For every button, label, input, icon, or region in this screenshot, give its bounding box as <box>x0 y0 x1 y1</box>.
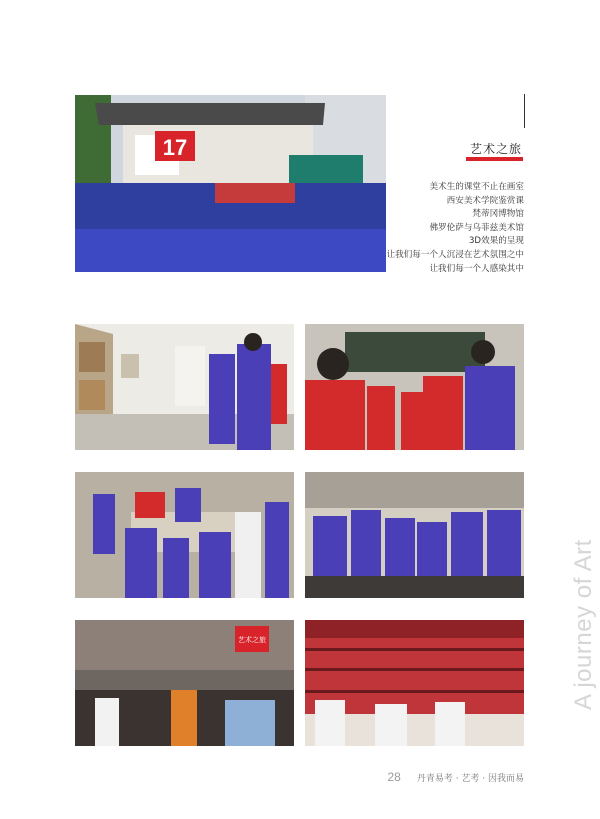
sign-board-text: 艺术之旅 <box>238 636 266 644</box>
footer <box>387 770 524 784</box>
section-title: 艺术之旅 <box>469 142 522 156</box>
page-number: 28 <box>387 770 401 784</box>
students-display-table-photo <box>75 472 294 598</box>
gallery-hall-photo <box>75 324 294 450</box>
auditorium-audience-photo <box>305 620 524 746</box>
building-sign-number: 17 <box>162 135 188 160</box>
caption-line: 让我们每一个人感染其中 <box>429 263 524 274</box>
footer-slogan: 丹青易考 · 艺考 · 因我而易 <box>416 774 524 784</box>
students-red-shirts-photo <box>305 324 524 450</box>
caption-line: 让我们每一个人沉浸在艺术氛围之中 <box>386 249 524 260</box>
group-photo-building <box>75 95 386 272</box>
caption-text <box>386 181 524 276</box>
title-underline <box>466 157 523 161</box>
section-rule <box>524 94 525 128</box>
caption-line: 美术生的课堂不止在画室 <box>429 182 524 192</box>
caption-line: 佛罗伦萨与乌菲兹美术馆 <box>429 222 524 233</box>
crowd-guide-sign-photo <box>75 620 294 746</box>
posed-group-blue-shirts-photo <box>305 472 524 598</box>
caption-line: 梵蒂冈博物馆 <box>472 209 524 220</box>
vertical-title: A journey of Art <box>570 539 597 710</box>
caption-line: 3D效果的呈现 <box>468 236 524 247</box>
caption-line: 西安美术学院鉴赏课 <box>446 195 524 206</box>
